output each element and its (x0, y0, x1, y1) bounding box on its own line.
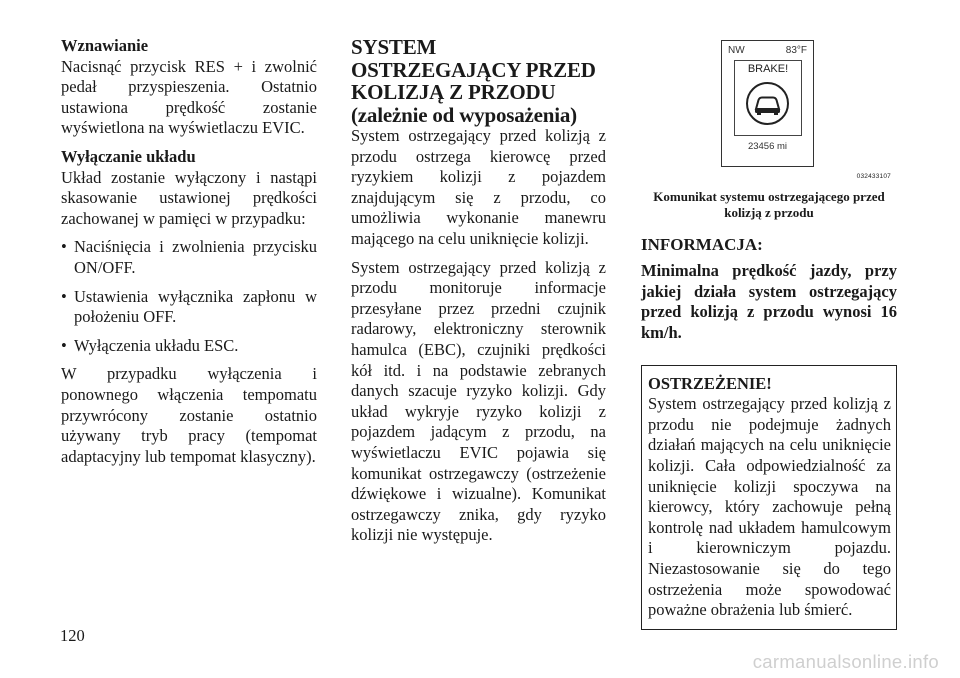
warning-heading: OSTRZEŻENIE! (648, 373, 772, 393)
compass-heading: NW (728, 45, 745, 56)
restart-text: W przypadku wyłączenia i ponownego włączenia tempomatu przywrócony zostanie ostatnio używany tryb pracy (tempomat adaptacyjny lub tempomat klasyczny). (61, 364, 317, 466)
list-item: • Ustawienia wyłącznika zapłonu w położeniu OFF. (61, 287, 317, 328)
site-watermark: carmanualsonline.info (752, 651, 939, 672)
right-column (641, 36, 897, 630)
evic-screen (721, 40, 814, 167)
brake-alert-text: BRAKE! (747, 63, 789, 75)
page-number: 120 (60, 626, 85, 645)
odometer-reading: 23456 mi (747, 141, 788, 152)
middle-column (351, 36, 606, 546)
section-title: SYSTEM OSTRZEGAJĄCY PRZED KOLIZJĄ Z PRZODU (zależnie od wyposażenia) (351, 35, 596, 127)
disable-text: Układ zostanie wyłączony i nastąpi skasowanie ustawionej prędkości zachowanej w pamięci w przypadku: (61, 167, 317, 228)
figure-id: 032433107 (856, 173, 891, 180)
list-item: • Naciśnięcia i zwolnienia przycisku ON/OFF. (61, 237, 317, 278)
evic-display-figure (641, 36, 897, 186)
figure-caption: Komunikat systemu ostrzegającego przed kolizją z przodu (653, 189, 885, 221)
info-text: Minimalna prędkość jazdy, przy jakiej działa system ostrzegający przed kolizją z przodu wynosi 16 km/h. (641, 261, 897, 342)
warning-text: System ostrzegający przed kolizją z przodu nie podejmuje żadnych działań mających na celu uniknięcie kolizji. Cała odpowiedzialność za uniknięcie kolizji spoczywa na kierowcy, który zachowuje pełną kontrolę nad układem hamulcowym i kierowniczym pojazdu. Niezastosowanie się do tego ostrzeżenia może spowodować poważne obrażenia lub śmierć. (648, 394, 891, 620)
resume-text: Nacisnąć przycisk RES + i zwolnić pedał przyspieszenia. Ostatnio ustawiona prędkość zostanie wyświetlona na wyświetlaczu EVIC. (61, 56, 317, 138)
intro-paragraph: System ostrzegający przed kolizją z przodu ostrzega kierowcę przed ryzykiem kolizji z pojazdem znajdującym się z przodu, co umożliwia wykonanie manewru mającego na celu uniknięcie kolizji. (351, 126, 606, 248)
outside-temperature: 83°F (785, 45, 807, 56)
monitoring-paragraph: System ostrzegający przed kolizją z przodu monitoruje informacje przesyłane przez przedni czujnik radarowy, elektroniczny sterownik hamulca (EBC), czujniki prędkości kół itd. i na podstawie zebranych danych szacuje ryzyko kolizji. Gdy układ wykryje ryzyko kolizji z pojazdem jadącym z przodu, na wyświetlaczu EVIC pojawia się komunikat ostrzegawczy (ostrzeżenie dźwiękowe i wizualne). Komunikat ostrzegawczy znika, gdy ryzyko kolizji nie występuje. (351, 257, 606, 545)
left-column (61, 36, 317, 467)
warning-box (641, 365, 897, 630)
list-item: • Wyłączenia układu ESC. (61, 336, 317, 357)
info-heading: INFORMACJA: (641, 234, 763, 254)
disable-conditions-list (61, 237, 317, 356)
alert-frame (734, 60, 802, 136)
collision-warning-icon (745, 81, 790, 126)
disable-heading: Wyłączanie układu (61, 146, 196, 166)
resume-heading: Wznawianie (61, 36, 149, 55)
